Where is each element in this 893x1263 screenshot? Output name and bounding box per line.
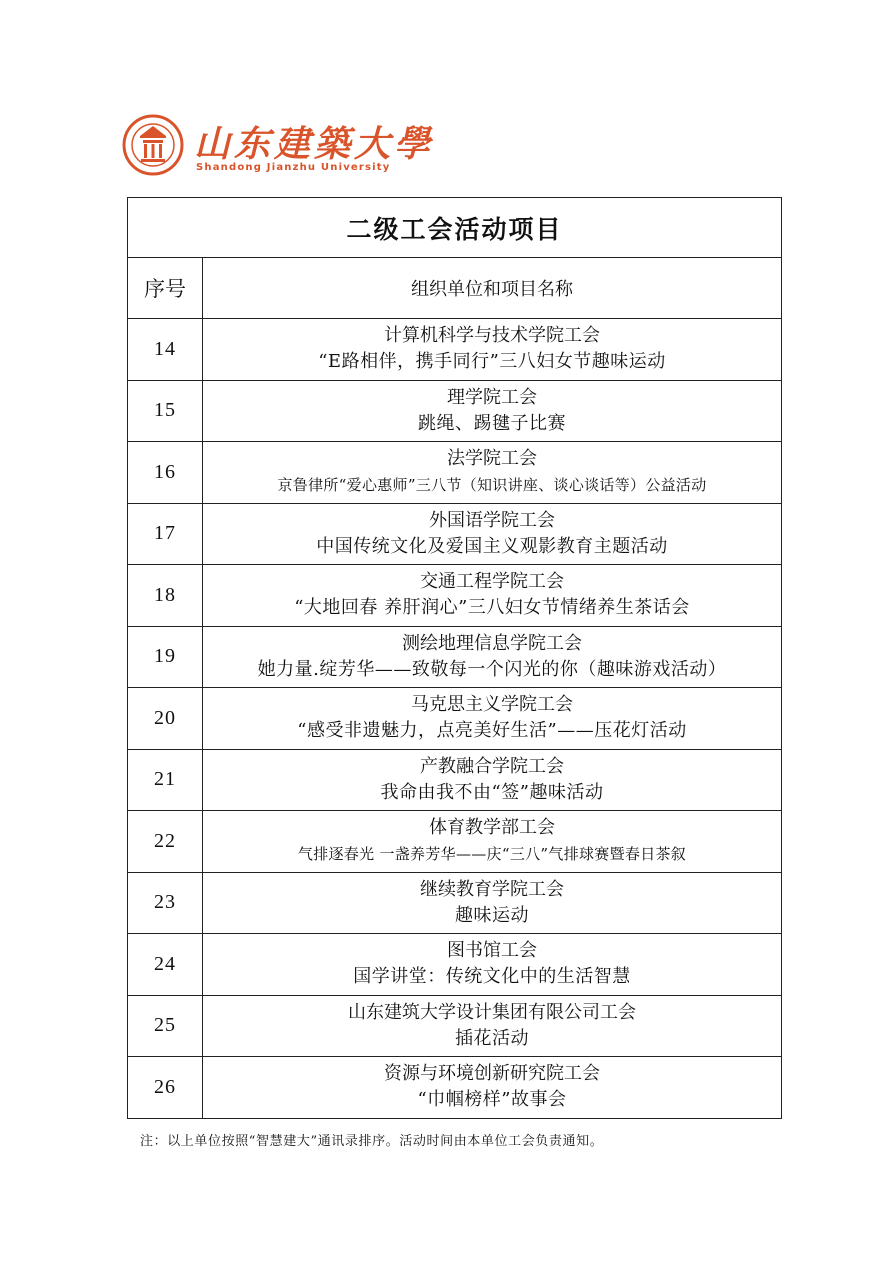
row-unit-name: 山东建筑大学设计集团有限公司工会: [348, 1001, 636, 1023]
row-project-name: 中国传统文化及爱国主义观影教育主题活动: [316, 535, 668, 557]
row-project-name: “巾帼榜样”故事会: [417, 1089, 567, 1111]
row-unit-name: 计算机科学与技术学院工会: [384, 325, 600, 347]
row-unit-name: 体育教学部工会: [429, 817, 555, 839]
logo-chinese-name: 山东建築大學: [194, 123, 435, 165]
table-row: [128, 1057, 782, 1119]
header-name: 组织单位和项目名称: [203, 258, 782, 319]
row-content: [203, 995, 782, 1057]
row-seq: 25: [128, 995, 203, 1057]
row-content: [203, 442, 782, 504]
row-project-name: 国学讲堂：传统文化中的生活智慧: [353, 966, 631, 988]
row-content: [203, 1057, 782, 1119]
activity-table-body: [128, 198, 782, 1119]
row-unit-name: 交通工程学院工会: [420, 571, 564, 593]
row-unit-name: 外国语学院工会: [429, 509, 555, 531]
row-content: [203, 626, 782, 688]
table-title: 二级工会活动项目: [128, 198, 782, 258]
row-unit-name: 图书馆工会: [447, 940, 537, 962]
row-seq: 23: [128, 872, 203, 934]
table-row: [128, 688, 782, 750]
table-row: [128, 565, 782, 627]
row-project-name: 趣味运动: [455, 904, 529, 926]
row-content: [203, 503, 782, 565]
table-row: [128, 503, 782, 565]
table-row: [128, 934, 782, 996]
row-seq: 14: [128, 319, 203, 381]
row-project-name: 我命由我不由“签”趣味活动: [380, 781, 604, 803]
row-content: [203, 749, 782, 811]
row-project-name: “感受非遗魅力，点亮美好生活”——压花灯活动: [297, 720, 687, 742]
table-row: [128, 749, 782, 811]
row-project-name: 气排逐春光 一盏养芳华——庆“三八”气排球赛暨春日茶叙: [297, 845, 687, 864]
row-content: [203, 380, 782, 442]
row-content: [203, 811, 782, 873]
header-seq: 序号: [128, 258, 203, 319]
table-row: [128, 872, 782, 934]
table-row: [128, 442, 782, 504]
university-seal-icon: [122, 114, 184, 176]
row-seq: 21: [128, 749, 203, 811]
row-project-name: 跳绳、踢毽子比赛: [418, 412, 566, 434]
table-row: [128, 380, 782, 442]
row-unit-name: 法学院工会: [447, 448, 537, 470]
row-unit-name: 产教融合学院工会: [420, 755, 564, 777]
row-seq: 22: [128, 811, 203, 873]
header-row: [128, 258, 782, 319]
row-content: [203, 688, 782, 750]
title-row: [128, 198, 782, 258]
row-project-name: 插花活动: [455, 1027, 529, 1049]
row-seq: 16: [128, 442, 203, 504]
row-unit-name: 测绘地理信息学院工会: [402, 632, 582, 654]
row-seq: 26: [128, 1057, 203, 1119]
university-logo: [122, 114, 435, 180]
row-content: [203, 319, 782, 381]
logo-english-name: Shandong Jianzhu University: [196, 162, 391, 173]
row-seq: 24: [128, 934, 203, 996]
row-unit-name: 马克思主义学院工会: [411, 694, 573, 716]
row-content: [203, 872, 782, 934]
row-seq: 18: [128, 565, 203, 627]
row-project-name: “大地回春 养肝润心”三八妇女节情绪养生茶话会: [294, 597, 690, 619]
row-unit-name: 理学院工会: [447, 386, 537, 408]
table-row: [128, 319, 782, 381]
row-project-name: 京鲁律所“爱心惠师”三八节（知识讲座、谈心谈话等）公益活动: [277, 476, 707, 495]
row-unit-name: 继续教育学院工会: [420, 878, 564, 900]
row-project-name: “E路相伴，携手同行”三八妇女节趣味运动: [318, 351, 666, 373]
row-project-name: 她力量.绽芳华——致敬每一个闪光的你（趣味游戏活动）: [257, 658, 727, 680]
row-seq: 20: [128, 688, 203, 750]
row-seq: 17: [128, 503, 203, 565]
activity-table: [127, 197, 782, 1119]
table-row: [128, 995, 782, 1057]
row-unit-name: 资源与环境创新研究院工会: [384, 1063, 600, 1085]
row-seq: 19: [128, 626, 203, 688]
row-content: [203, 934, 782, 996]
row-content: [203, 565, 782, 627]
footnote: 注：以上单位按照“智慧建大”通讯录排序。活动时间由本单位工会负责通知。: [140, 1134, 604, 1149]
table-row: [128, 811, 782, 873]
table-row: [128, 626, 782, 688]
row-seq: 15: [128, 380, 203, 442]
